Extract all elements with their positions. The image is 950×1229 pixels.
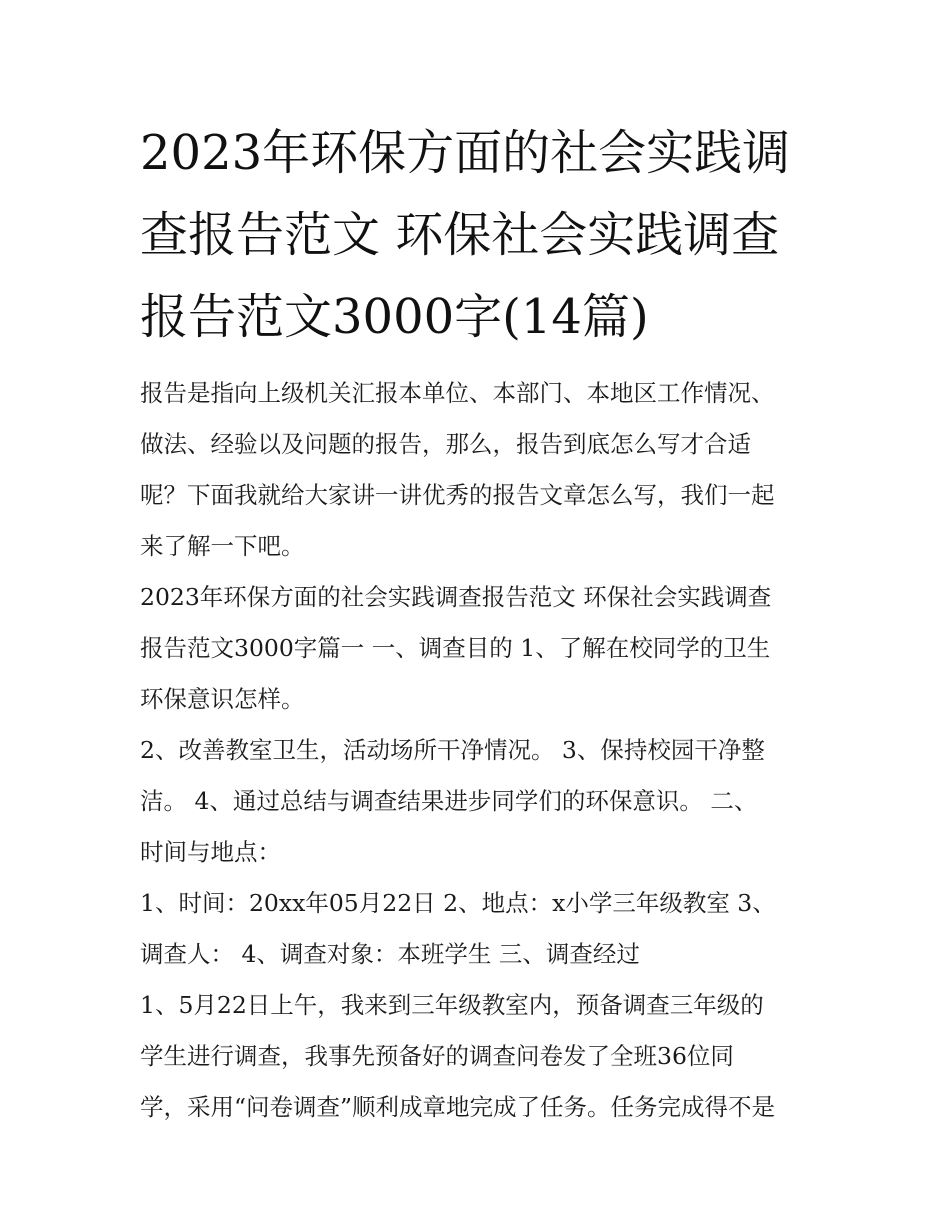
paragraph-goals <box>140 725 820 878</box>
paragraph-line: 报告是指向上级机关汇报本单位、本部门、本地区工作情况、 <box>140 379 775 407</box>
paragraph-line: 调查人： 4、调查对象：本班学生 三、调查经过 <box>140 940 640 968</box>
paragraph-line: 来了解一下吧。 <box>140 532 305 560</box>
document-page <box>140 112 820 1133</box>
paragraph-line: 1、5月22日上午，我来到三年级教室内，预备调查三年级的 <box>140 991 764 1019</box>
paragraph-line: 环保意识怎样。 <box>140 685 305 713</box>
paragraph-line: 1、时间：20xx年05月22日 2、地点：x小学三年级教室 3、 <box>140 889 776 917</box>
paragraph-intro <box>140 368 820 572</box>
paragraph-process <box>140 980 820 1133</box>
title-line-2: 查报告范文 环保社会实践调查 <box>140 207 780 263</box>
paragraph-line: 报告范文3000字篇一 一、调查目的 1、了解在校同学的卫生 <box>140 634 771 662</box>
paragraph-line: 学生进行调查，我事先预备好的调查问卷发了全班36位同 <box>140 1042 734 1070</box>
paragraph-line: 2、改善教室卫生，活动场所干净情况。 3、保持校园干净整 <box>140 736 765 764</box>
title-line-1: 2023年环保方面的社会实践调 <box>140 125 791 181</box>
paragraph-line: 洁。 4、通过总结与调查结果进步同学们的环保意识。 二、 <box>140 787 758 815</box>
paragraph-line: 学，采用“问卷调查”顺利成章地完成了任务。任务完成得不是 <box>140 1093 776 1121</box>
paragraph-line: 呢？下面我就给大家讲一讲优秀的报告文章怎么写，我们一起 <box>140 481 775 509</box>
title-line-3: 报告范文3000字(14篇) <box>140 289 649 345</box>
paragraph-line: 2023年环保方面的社会实践调查报告范文 环保社会实践调查 <box>140 583 772 611</box>
paragraph-time-place <box>140 878 820 980</box>
document-title <box>140 112 820 358</box>
paragraph-section-one <box>140 572 820 725</box>
paragraph-line: 做法、经验以及问题的报告，那么，报告到底怎么写才合适 <box>140 430 751 458</box>
paragraph-line: 时间与地点： <box>140 838 281 866</box>
